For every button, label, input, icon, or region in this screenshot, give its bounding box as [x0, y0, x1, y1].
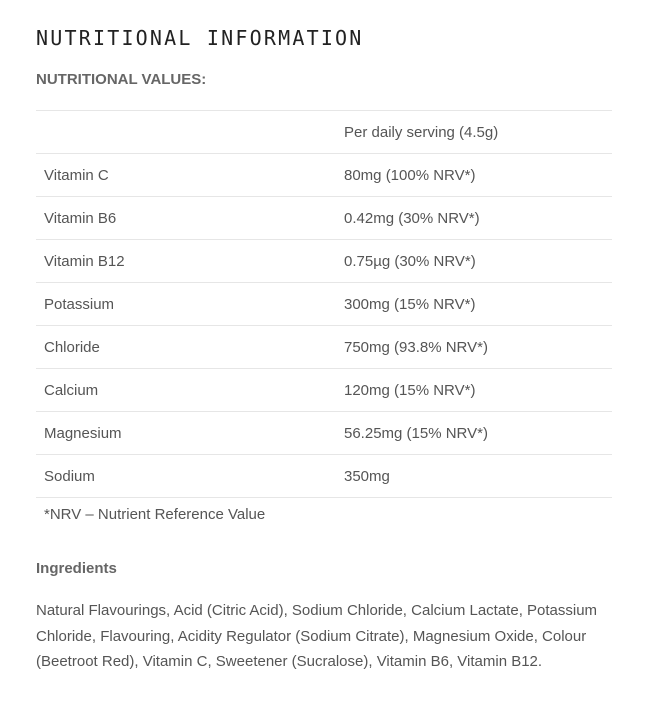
- nutrient-name: Sodium: [36, 455, 336, 498]
- nutrient-name: Potassium: [36, 283, 336, 326]
- nutrient-name: Vitamin B12: [36, 240, 336, 283]
- nutrient-name: Vitamin C: [36, 154, 336, 197]
- table-row: [36, 326, 612, 369]
- table-row: [36, 369, 612, 412]
- nutrient-name: Magnesium: [36, 412, 336, 455]
- ingredients-heading: Ingredients: [36, 560, 117, 577]
- table-header-row: [36, 111, 612, 154]
- nutrient-amount: 0.75µg (30% NRV*): [336, 240, 612, 283]
- nutrient-amount: 120mg (15% NRV*): [336, 369, 612, 412]
- nrv-footnote: *NRV – Nutrient Reference Value: [44, 506, 266, 523]
- nutrient-amount: 0.42mg (30% NRV*): [336, 197, 612, 240]
- nutrient-amount: 300mg (15% NRV*): [336, 283, 612, 326]
- header-nutrient-cell: [36, 111, 336, 154]
- table-row: [36, 154, 612, 197]
- nutritional-values-heading: NUTRITIONAL VALUES:: [36, 71, 207, 88]
- nutrient-amount: 56.25mg (15% NRV*): [336, 412, 612, 455]
- nutrient-name: Chloride: [36, 326, 336, 369]
- nutrient-amount: 80mg (100% NRV*): [336, 154, 612, 197]
- table-row: [36, 283, 612, 326]
- header-serving-cell: Per daily serving (4.5g): [336, 111, 612, 154]
- ingredients-text: Natural Flavourings, Acid (Citric Acid), Sodium Chloride, Calcium Lactate, Potassium Chloride, Flavouring, Acidity Regulator (Sodium Citrate), Magnesium Oxide, Colour (Beetroot Red), Vitamin C, Sweetener (Sucralose), Vitamin B6, Vitamin B12.: [36, 602, 598, 671]
- nutrient-name: Vitamin B6: [36, 197, 336, 240]
- page-title: NUTRITIONAL INFORMATION: [36, 26, 364, 50]
- table-row: [36, 240, 612, 283]
- nutrient-name: Calcium: [36, 369, 336, 412]
- table-row: [36, 197, 612, 240]
- table-row: [36, 455, 612, 498]
- nutrition-table: [36, 110, 612, 498]
- nutrient-amount: 350mg: [336, 455, 612, 498]
- table-row: [36, 412, 612, 455]
- nutrient-amount: 750mg (93.8% NRV*): [336, 326, 612, 369]
